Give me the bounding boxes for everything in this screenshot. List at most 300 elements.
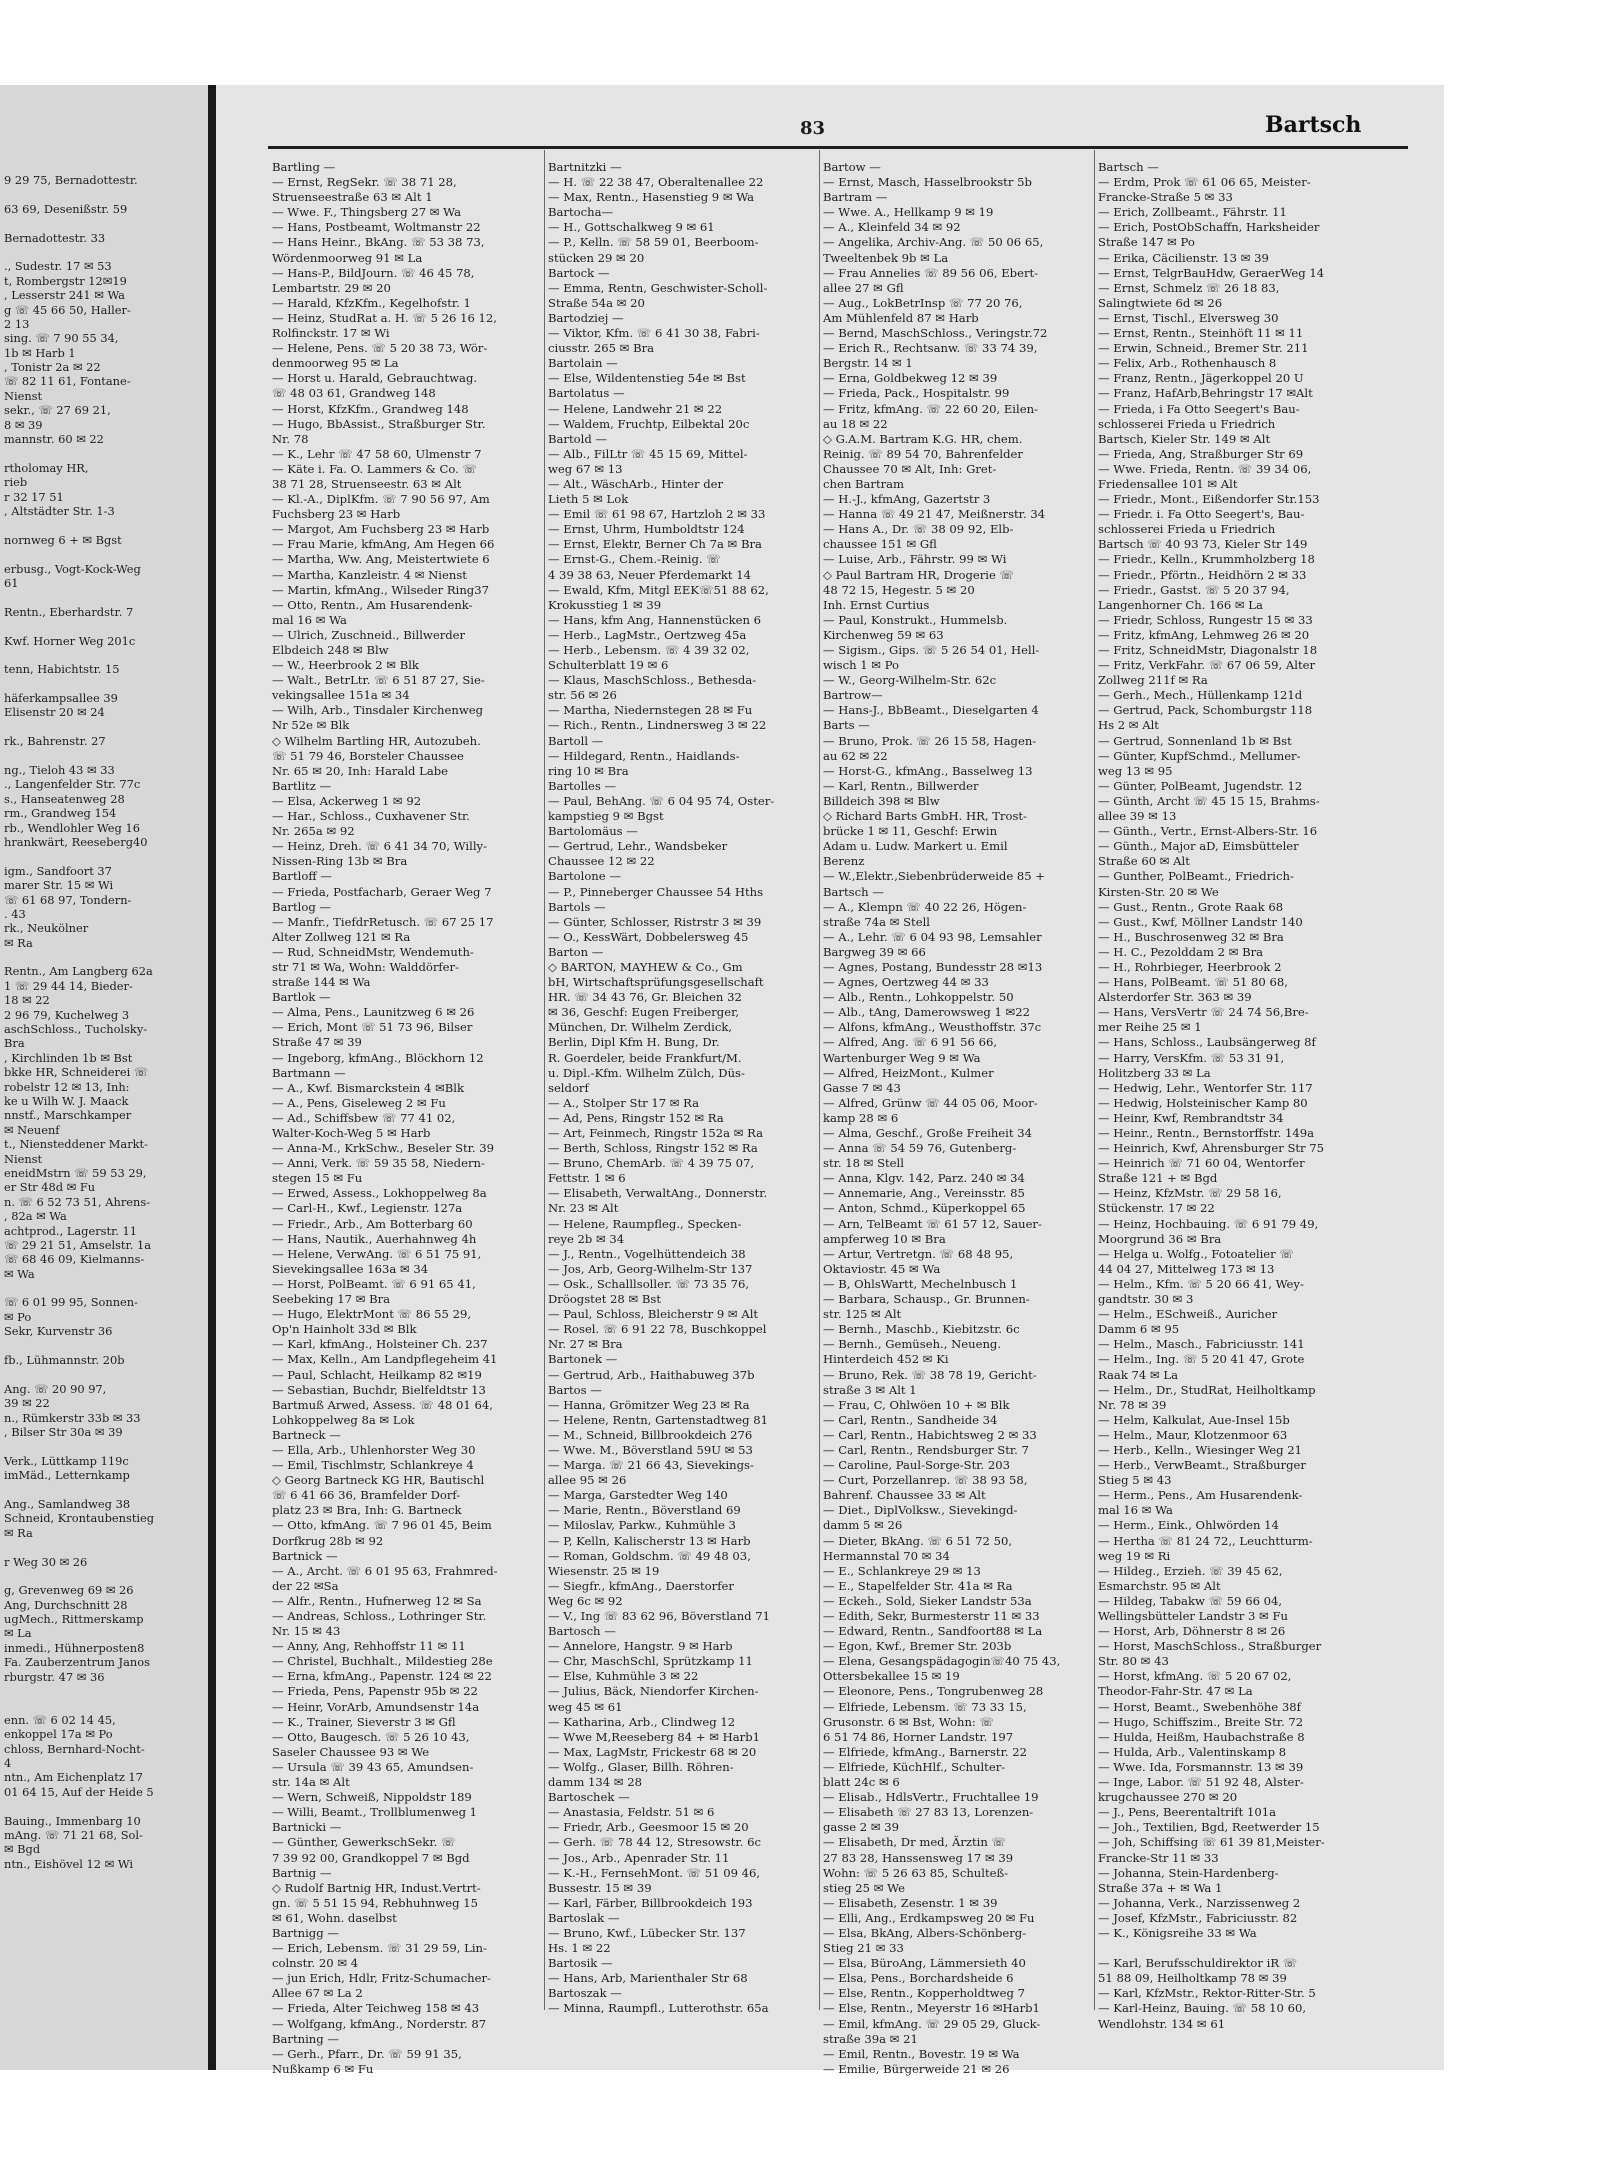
directory-entry-line: — E., Stapelfelder Str. 41a ✉ Ra <box>823 1578 1013 1593</box>
directory-entry-line: — Otto, Baugesch. ☏ 5 26 10 43, <box>272 1729 470 1744</box>
directory-entry-line: — Caroline, Paul-Sorge-Str. 203 <box>823 1458 1011 1473</box>
directory-entry-line: — Helene, Rentn, Gartenstadtweg 81 <box>548 1412 769 1427</box>
directory-entry-line: — Dieter, BkAng. ☏ 6 51 72 50, <box>823 1533 1013 1548</box>
directory-entry-line: ☏ 6 41 66 36, Bramfelder Dorf- <box>272 1488 461 1503</box>
directory-entry-line: ✉ 36, Geschf: Eugen Freiberger, <box>548 1005 740 1020</box>
directory-entry-line: — Hildegard, Rentn., Haidlands- <box>548 748 740 763</box>
directory-entry-line: — Martha, Ww. Ang, Meistertwiete 6 <box>272 552 490 567</box>
directory-entry-line: Straße 37a + ✉ Wa 1 <box>1098 1880 1223 1895</box>
directory-entry-line: mannstr. 60 ✉ 22 <box>4 432 104 447</box>
directory-entry-line: — Johanna, Verk., Narzissenweg 2 <box>1098 1895 1301 1910</box>
directory-entry-line: Grusonstr. 6 ✉ Bst, Wohn: ☏ <box>823 1714 995 1729</box>
directory-entry-line: ampferweg 10 ✉ Bra <box>823 1231 946 1246</box>
directory-entry-line: Raak 74 ✉ La <box>1098 1367 1178 1382</box>
directory-entry-line: Kirchenweg 59 ✉ 63 <box>823 627 944 642</box>
directory-entry-line: colnstr. 20 ✉ 4 <box>272 1956 359 1971</box>
directory-entry-line: — Herb., Kelln., Wiesinger Weg 21 <box>1098 1442 1303 1457</box>
directory-entry-line: — Hans, Nautik., Auerhahnweg 4h <box>272 1231 477 1246</box>
directory-entry-line: igm., Sandfoort 37 <box>4 863 112 878</box>
directory-entry-line: — H., Gottschalkweg 9 ✉ 61 <box>548 220 715 235</box>
directory-entry-line: — Alfr., Rentn., Hufnerweg 12 ✉ Sa <box>272 1593 482 1608</box>
directory-entry-line: — K., Trainer, Sieverstr 3 ✉ Gfl <box>272 1714 456 1729</box>
directory-entry-line: Bauing., Immenbarg 10 <box>4 1813 141 1828</box>
directory-entry-line: Bartmann — <box>272 1065 346 1080</box>
directory-entry-line: — J., Pens, Beerentaltrift 101a <box>1098 1805 1276 1820</box>
directory-entry-line: — Anton, Schmd., Küperkoppel 65 <box>823 1201 1026 1216</box>
directory-entry-line: — H. C., Pezolddam 2 ✉ Bra <box>1098 944 1264 959</box>
directory-entry-line: — Friedr, Schloss, Rungestr 15 ✉ 33 <box>1098 612 1313 627</box>
directory-entry-line: Elbdeich 248 ✉ Blw <box>272 643 389 657</box>
directory-entry-line: weg 45 ✉ 61 <box>548 1699 623 1714</box>
directory-entry-line <box>4 1684 204 1698</box>
directory-entry-line: — Elsa, BkAng, Albers-Schönberg- <box>823 1925 1027 1940</box>
directory-entry-line: nornweg 6 + ✉ Bgst <box>4 532 122 547</box>
directory-entry-line: — Bernd, MaschSchloss., Veringstr.72 <box>823 326 1048 341</box>
directory-entry-line: 9 29 75, Bernadottestr. <box>4 173 138 187</box>
directory-entry-line: — Horst, PolBeamt. ☏ 6 91 65 41, <box>272 1276 476 1291</box>
directory-entry-line <box>4 187 204 201</box>
directory-entry-line: ☏ 6 01 99 95, Sonnen- <box>4 1295 138 1310</box>
directory-entry-line: Am Mühlenfeld 87 ✉ Harb <box>823 310 979 325</box>
directory-entry-line: — Wern, Schweiß, Nippoldstr 189 <box>272 1790 472 1805</box>
directory-entry-line: Kwf. Horner Weg 201c <box>4 633 136 648</box>
directory-entry-line: ng., Tieloh 43 ✉ 33 <box>4 763 115 778</box>
directory-entry-line: — P, Kelln, Kalischerstr 13 ✉ Harb <box>548 1533 751 1548</box>
directory-entry-line: Alsterdorfer Str. 363 ✉ 39 <box>1098 990 1252 1005</box>
directory-entry-line: — Elisabeth ☏ 27 83 13, Lorenzen- <box>823 1805 1034 1820</box>
directory-entry-line: — Carl, Rentn., Sandheide 34 <box>823 1412 998 1427</box>
directory-entry-line: Bartling — <box>272 160 336 174</box>
directory-entry-line: — O., KessWärt, Dobbelersweg 45 <box>548 929 749 944</box>
directory-entry-line: — Margot, Am Fuchsberg 23 ✉ Harb <box>272 522 490 537</box>
directory-entry-line: — Otto, Rentn., Am Husarendenk- <box>272 597 473 612</box>
directory-entry-line: — Har., Schloss., Cuxhavener Str. <box>272 809 470 824</box>
directory-entry-line: — Joh, Schiffsing ☏ 61 39 81,Meister- <box>1098 1835 1325 1850</box>
directory-entry-line <box>4 1339 204 1353</box>
directory-entry-line: 1b ✉ Harb 1 <box>4 345 76 360</box>
directory-entry-line: — Hans, VersVertr ☏ 24 74 56,Bre- <box>1098 1005 1309 1020</box>
directory-entry-line: — H. ☏ 22 38 47, Oberaltenallee 22 <box>548 175 764 190</box>
directory-entry-line: — Helene, Landwehr 21 ✉ 22 <box>548 401 723 416</box>
directory-entry-line: Lembartstr. 29 ✉ 20 <box>272 280 391 295</box>
directory-entry-line: — P., Kelln. ☏ 58 59 01, Beerboom- <box>548 235 759 250</box>
directory-entry-line: Nr. 27 ✉ Bra <box>548 1337 623 1352</box>
directory-entry-line: r 32 17 51 <box>4 489 64 504</box>
directory-entry-line: Ang, Durchschnitt 28 <box>4 1597 128 1612</box>
directory-entry-line: Bartlitz — <box>272 778 332 793</box>
directory-entry-line: s., Hanseatenweg 28 <box>4 791 125 806</box>
directory-entry-line: Walter-Koch-Weg 5 ✉ Harb <box>272 1126 431 1140</box>
directory-entry-line: — Emma, Rentn, Geschwister-Scholl- <box>548 280 768 295</box>
directory-entry-line: Sekr, Kurvenstr 36 <box>4 1324 113 1339</box>
directory-entry-line: ✉ Neuenf <box>4 1122 60 1137</box>
directory-entry-line: rieb <box>4 475 28 490</box>
left-page-fragment <box>0 85 210 2070</box>
directory-entry-line: — Emilie, Bürgerweide 21 ✉ 26 <box>823 2061 1010 2076</box>
directory-entry-line: Bartsch ☏ 40 93 73, Kieler Str 149 <box>1098 537 1308 552</box>
directory-entry-line: Bartning — <box>272 2031 339 2046</box>
directory-entry-line: — Horst, kfmAng. ☏ 5 20 67 02, <box>1098 1669 1292 1684</box>
directory-entry-line: — E., Schlankreye 29 ✉ 13 <box>823 1563 981 1578</box>
directory-entry-line: Nr. 65 ✉ 20, Inh: Harald Labe <box>272 763 449 778</box>
directory-entry-line: — H., Rohrbieger, Heerbrook 2 <box>1098 959 1282 974</box>
directory-entry-line: — Heinr, VorArb, Amundsenstr 14a <box>272 1699 480 1714</box>
directory-entry-line: bH, Wirtschaftsprüfungsgesellschaft <box>548 975 764 990</box>
directory-entry-line: — J., Rentn., Vogelhüttendeich 38 <box>548 1246 746 1261</box>
directory-entry-line: — Gertrud, Sonnenland 1b ✉ Bst <box>1098 733 1292 748</box>
directory-entry-line: nnstf., Marschkamper <box>4 1108 132 1123</box>
directory-entry-line: 4 <box>4 1755 12 1770</box>
directory-entry-line: — Karl-Heinz, Bauing. ☏ 58 10 60, <box>1098 2001 1307 2016</box>
directory-entry-line <box>4 1483 204 1497</box>
directory-entry-line: — Hans, kfm Ang, Hannenstücken 6 <box>548 612 761 627</box>
directory-entry-line: Tweeltenbek 9b ✉ La <box>823 250 949 265</box>
directory-entry-line: — Gerh. ☏ 78 44 12, Stresowstr. 6c <box>548 1835 761 1850</box>
directory-entry-line: — Bruno, Prok. ☏ 26 15 58, Hagen- <box>823 733 1037 748</box>
directory-entry-line: — A., Archt. ☏ 6 01 95 63, Frahmred- <box>272 1563 498 1578</box>
directory-entry-line: — Helm., Dr., StudRat, Heilholtkamp <box>1098 1382 1316 1397</box>
directory-entry-line: — Max, Kelln., Am Landpflegeheim 41 <box>272 1352 498 1367</box>
directory-entry-line: — Friedr., Kelln., Krummholzberg 18 <box>1098 552 1315 567</box>
directory-entry-line <box>4 518 204 532</box>
directory-entry-line: Wiesenstr. 25 ✉ 19 <box>548 1563 660 1578</box>
directory-entry-line: — Anna-M., KrkSchw., Beseler Str. 39 <box>272 1141 495 1156</box>
directory-entry-line: — A., Stolper Str 17 ✉ Ra <box>548 1095 700 1110</box>
directory-entry-line: — Herb., Lebensm. ☏ 4 39 32 02, <box>548 643 750 657</box>
directory-entry-line: Billdeich 398 ✉ Blw <box>823 793 940 808</box>
directory-entry-line: — Helene, Pens. ☏ 5 20 38 73, Wör- <box>272 341 488 356</box>
directory-entry-line: — H., Buschrosenweg 32 ✉ Bra <box>1098 929 1284 944</box>
directory-entry-line <box>4 619 204 633</box>
directory-entry-line: — Frieda, Postfacharb, Geraer Weg 7 <box>272 884 492 899</box>
directory-entry-line: — Hildeg., Erzieh. ☏ 39 45 62, <box>1098 1563 1283 1578</box>
directory-entry-line: Friedensallee 101 ✉ Alt <box>1098 476 1238 491</box>
directory-entry-line: 8 ✉ 39 <box>4 417 43 432</box>
directory-entry-line: — Hugo, ElektrMont ☏ 86 55 29, <box>272 1307 472 1322</box>
directory-entry-line: Elisenstr 20 ✉ 24 <box>4 705 105 720</box>
directory-entry-line: — Gerh., Pfarr., Dr. ☏ 59 91 35, <box>272 2046 462 2061</box>
directory-entry-line: hrankwärt, Reeseberg40 <box>4 834 148 849</box>
directory-entry-line: rk., Bahrenstr. 27 <box>4 734 106 749</box>
directory-entry-line: Bartsch — <box>823 884 884 899</box>
directory-entry-line: — Otto, kfmAng. ☏ 7 96 01 45, Beim <box>272 1518 492 1533</box>
directory-entry-line: — Hans, Schloss., Laubsängerweg 8f <box>1098 1035 1316 1050</box>
directory-entry-line: Wördenmoorweg 91 ✉ La <box>272 250 423 265</box>
directory-entry-line: — Günth., Vertr., Ernst-Albers-Str. 16 <box>1098 824 1318 839</box>
directory-entry-line: — K.-H., FernsehMont. ☏ 51 09 46, <box>548 1865 761 1880</box>
directory-entry-line: Bartneck — <box>272 1427 341 1442</box>
directory-entry-line: Nr. 15 ✉ 43 <box>272 1624 341 1639</box>
directory-entry-line: damm 5 ✉ 26 <box>823 1518 903 1533</box>
directory-entry-line: Schneid, Krontaubenstieg <box>4 1511 155 1526</box>
directory-entry-line: straße 144 ✉ Wa <box>272 975 371 990</box>
directory-entry-line: Wartenburger Weg 9 ✉ Wa <box>823 1050 981 1065</box>
directory-entry-line: str 71 ✉ Wa, Wohn: Walddörfer- <box>272 959 460 974</box>
directory-entry-line: häferkampsallee 39 <box>4 691 118 706</box>
directory-entry-line: — Marga, Garstedter Weg 140 <box>548 1488 728 1503</box>
directory-entry-line: — Edward, Rentn., Sandfoort88 ✉ La <box>823 1624 1043 1639</box>
directory-entry-line: — Horst u. Harald, Gebrauchtwag. <box>272 371 478 386</box>
directory-entry-line: bkke HR, Schneiderei ☏ <box>4 1065 149 1080</box>
directory-entry-line: Fettstr. 1 ✉ 6 <box>548 1171 626 1186</box>
directory-entry-line: Schulterblatt 19 ✉ 6 <box>548 658 669 673</box>
directory-entry-line: — Artur, Vertretgn. ☏ 68 48 95, <box>823 1246 1014 1261</box>
directory-entry-line: — Hertha ☏ 81 24 72,, Leuchtturm- <box>1098 1533 1313 1548</box>
directory-entry-line: — Heinz, StudRat a. H. ☏ 5 26 16 12, <box>272 310 497 325</box>
left-page-column <box>4 173 204 2073</box>
directory-entry-line: Bartodziej — <box>548 310 624 325</box>
directory-entry-line: 01 64 15, Auf der Heide 5 <box>4 1784 154 1799</box>
directory-entry-line: Bartsch, Kieler Str. 149 ✉ Alt <box>1098 431 1271 446</box>
directory-entry-line: Ang. ☏ 20 90 97, <box>4 1381 107 1396</box>
directory-entry-line: — Hedwig, Holsteinischer Kamp 80 <box>1098 1095 1308 1110</box>
directory-entry-line: 2 96 79, Kuchelweg 3 <box>4 1007 130 1022</box>
directory-column-2 <box>548 160 816 2060</box>
directory-entry-line: Stückenstr. 17 ✉ 22 <box>1098 1201 1215 1216</box>
directory-entry-line: n., Rümkerstr 33b ✉ 33 <box>4 1410 141 1425</box>
directory-entry-line: mal 16 ✉ Wa <box>1098 1503 1173 1518</box>
directory-entry-line: Lieth 5 ✉ Lok <box>548 492 629 507</box>
directory-entry-line: — Heinr., Rentn., Bernstorffstr. 149a <box>1098 1126 1315 1140</box>
directory-entry-line: ☏ 68 46 09, Kielmanns- <box>4 1252 145 1267</box>
directory-entry-line: — Alb., tAng, Damerowsweg 1 ✉22 <box>823 1005 1031 1020</box>
directory-entry-line <box>4 1367 204 1381</box>
directory-entry-line: imMäd., Letternkamp <box>4 1468 130 1483</box>
directory-entry-line: Berlin, Dipl Kfm H. Bung, Dr. <box>548 1035 720 1050</box>
directory-entry-line <box>4 1698 204 1712</box>
directory-entry-line: Bartock — <box>548 265 610 280</box>
directory-entry-line: . 43 <box>4 906 26 921</box>
directory-entry-line: ✉ La <box>4 1626 32 1641</box>
directory-entry-line: — Ernst, Masch, Hasselbrookstr 5b <box>823 175 1032 190</box>
directory-entry-line: — Karl, kfmAng., Holsteiner Ch. 237 <box>272 1337 488 1352</box>
directory-entry-line: — A., Kwf. Bismarckstein 4 ✉Blk <box>272 1080 465 1095</box>
running-head: Bartsch <box>1265 112 1362 138</box>
directory-entry-line: Bartosch — <box>548 1624 616 1639</box>
directory-entry-line: Nr. 78 ✉ 39 <box>1098 1397 1167 1412</box>
directory-entry-line: — Gerh., Mech., Hüllenkamp 121d <box>1098 688 1303 703</box>
directory-entry-line <box>4 1281 204 1295</box>
directory-entry-line: Wohn: ☏ 5 26 63 85, Schulteß- <box>823 1865 1009 1880</box>
directory-entry-line: — Marie, Rentn., Böverstland 69 <box>548 1503 741 1518</box>
directory-entry-line: — Harry, VersKfm. ☏ 53 31 91, <box>1098 1050 1285 1065</box>
directory-entry-line: — Emil ☏ 61 98 67, Hartzloh 2 ✉ 33 <box>548 507 766 522</box>
directory-entry-line: — Alb., FilLtr ☏ 45 15 69, Mittel- <box>548 446 748 461</box>
directory-entry-line: mAng. ☏ 71 21 68, Sol- <box>4 1827 143 1842</box>
directory-entry-line: Bartolomäus — <box>548 824 638 839</box>
directory-entry-line <box>4 677 204 691</box>
directory-entry-line: — Gust., Kwf, Möllner Landstr 140 <box>1098 914 1303 929</box>
directory-entry-line: 38 71 28, Struenseestr. 63 ✉ Alt <box>272 476 462 491</box>
directory-entry-line: — Agnes, Oertzweg 44 ✉ 33 <box>823 975 989 990</box>
directory-entry-line: — M., Schneid, Billbrookdeich 276 <box>548 1427 753 1442</box>
directory-entry-line: ◇ Wilhelm Bartling HR, Autozubeh. <box>272 733 481 748</box>
directory-entry-line <box>4 547 204 561</box>
directory-entry-line: — Franz, HafArb,Behringstr 17 ✉Alt <box>1098 386 1313 401</box>
directory-entry-line: ke u Wilh W. J. Maack <box>4 1094 129 1108</box>
directory-entry-line <box>4 1799 204 1813</box>
directory-entry-line: — Ernst, Rentn., Steinhöft 11 ✉ 11 <box>1098 326 1304 341</box>
directory-entry-line: — Frieda, Alter Teichweg 158 ✉ 43 <box>272 2001 480 2016</box>
directory-entry-line: — Rud, SchneidMstr, Wendemuth- <box>272 944 474 959</box>
directory-entry-line: ✉ Po <box>4 1309 32 1324</box>
directory-entry-line: Op'n Hainholt 33d ✉ Blk <box>272 1322 417 1337</box>
directory-entry-line: Bartsch — <box>1098 160 1159 174</box>
directory-entry-line: — Viktor, Kfm. ☏ 6 41 30 38, Fabri- <box>548 326 760 341</box>
directory-entry-line: — Wwe. Frieda, Rentn. ☏ 39 34 06, <box>1098 461 1312 476</box>
directory-entry-line: — Friedr., Arb., Am Botterbarg 60 <box>272 1216 473 1231</box>
directory-entry-line: Alter Zollweg 121 ✉ Ra <box>272 929 411 944</box>
directory-entry-line: — Else, Rentn., Kopperholdtweg 7 <box>823 1986 1025 2001</box>
directory-entry-line: tenn, Habichtstr. 15 <box>4 662 120 677</box>
directory-entry-line: — Anni, Verk. ☏ 59 35 58, Niedern- <box>272 1156 485 1171</box>
directory-entry-line: Bartols — <box>548 899 606 914</box>
directory-entry-line: t, Rombergstr 12✉19 <box>4 273 127 288</box>
directory-entry-line: — Ernst, TelgrBauHdw, GeraerWeg 14 <box>1098 265 1325 280</box>
directory-entry-line: — Roman, Goldschm. ☏ 49 48 03, <box>548 1548 751 1563</box>
directory-entry-line: — Wwe. A., Hellkamp 9 ✉ 19 <box>823 205 994 220</box>
directory-entry-line: — Manfr., TiefdrRetusch. ☏ 67 25 17 <box>272 914 494 929</box>
directory-entry-line: — Erwed, Assess., Lokhoppelweg 8a <box>272 1186 487 1201</box>
directory-entry-line: — Frieda, Pack., Hospitalstr. 99 <box>823 386 1010 401</box>
directory-entry-line: — Günth., Major aD, Eimsbütteler <box>1098 839 1299 854</box>
directory-entry-line: — A., Pens, Giseleweg 2 ✉ Fu <box>272 1095 446 1110</box>
directory-entry-line <box>4 446 204 460</box>
directory-entry-line: — Friedr., Gastst. ☏ 5 20 37 94, <box>1098 582 1290 597</box>
directory-entry-line: Bartloff — <box>272 869 332 884</box>
directory-entry-line: 27 83 28, Hanssensweg 17 ✉ 39 <box>823 1850 1014 1865</box>
directory-entry-line: Sievekingsallee 163a ✉ 34 <box>272 1261 429 1276</box>
directory-entry-line: au 18 ✉ 22 <box>823 416 888 431</box>
directory-entry-line: — Wwe. F., Thingsberg 27 ✉ Wa <box>272 205 461 220</box>
directory-entry-line: aschSchloss., Tucholsky- <box>4 1022 148 1037</box>
directory-entry-line: Theodor-Fahr-Str. 47 ✉ La <box>1098 1684 1253 1699</box>
directory-entry-line: — Hans, Postbeamt, Woltmanstr 22 <box>272 220 481 235</box>
directory-entry-line: vekingsallee 151a ✉ 34 <box>272 688 410 703</box>
directory-entry-line: — Ewald, Kfm, Mitgl EEK☏51 88 62, <box>548 582 769 597</box>
directory-entry-line: — Inge, Labor. ☏ 51 92 48, Alster- <box>1098 1775 1304 1790</box>
directory-entry-line: — Aug., LokBetrInsp ☏ 77 20 76, <box>823 295 1023 310</box>
directory-entry-line: — Hanna ☏ 49 21 47, Meißnerstr. 34 <box>823 507 1046 522</box>
directory-entry-line <box>4 749 204 763</box>
directory-entry-line: Oktaviostr. 45 ✉ Wa <box>823 1261 941 1276</box>
directory-entry-line: — Sigism., Gips. ☏ 5 26 54 01, Hell- <box>823 643 1040 657</box>
directory-entry-line: ntn., Eishövel 12 ✉ Wi <box>4 1856 133 1871</box>
directory-entry-line: — Erich R., Rechtsanw. ☏ 33 74 39, <box>823 341 1038 356</box>
directory-entry-line: r Weg 30 ✉ 26 <box>4 1554 88 1569</box>
directory-entry-line: — Miloslav, Parkw., Kuhmühle 3 <box>548 1518 736 1533</box>
directory-entry-line: — Horst, KfzKfm., Grandweg 148 <box>272 401 469 416</box>
directory-entry-line: Stieg 21 ✉ 33 <box>823 1941 904 1956</box>
directory-entry-line: — Emil, Rentn., Bovestr. 19 ✉ Wa <box>823 2046 1020 2061</box>
directory-entry-line: Saseler Chaussee 93 ✉ We <box>272 1744 430 1759</box>
directory-entry-line: — Paul, BehAng. ☏ 6 04 95 74, Oster- <box>548 793 775 808</box>
directory-entry-line: — Klaus, MaschSchloss., Bethesda- <box>548 673 757 688</box>
directory-entry-line: ☏ 82 11 61, Fontane- <box>4 374 131 389</box>
directory-entry-line: — Gust., Rentn., Grote Raak 68 <box>1098 899 1284 914</box>
directory-entry-line: ., Sudestr. 17 ✉ 53 <box>4 259 112 274</box>
directory-entry-line: — Alb., Rentn., Lohkoppelstr. 50 <box>823 990 1014 1005</box>
directory-entry-line: — Erwin, Schneid., Bremer Str. 211 <box>1098 341 1309 356</box>
directory-entry-line: — Hans-P., BildJourn. ☏ 46 45 78, <box>272 265 475 280</box>
directory-entry-line: Francke-Str 11 ✉ 33 <box>1098 1850 1219 1865</box>
directory-entry-line: — V., Ing ☏ 83 62 96, Böverstland 71 <box>548 1609 771 1623</box>
directory-entry-line: — Alfons, kfmAng., Weusthoffstr. 37c <box>823 1020 1042 1035</box>
directory-entry-line: — Friedr, Arb., Geesmoor 15 ✉ 20 <box>548 1820 749 1835</box>
directory-entry-line: — Elsa, Pens., Borchardsheide 6 <box>823 1971 1014 1986</box>
directory-entry-line: — Bernh., Maschb., Kiebitzstr. 6c <box>823 1322 1020 1337</box>
directory-entry-line: ✉ Ra <box>4 935 33 950</box>
directory-entry-line: — Hugo, BbAssist., Straßburger Str. <box>272 416 486 431</box>
directory-entry-line: ✉ Bgd <box>4 1842 41 1857</box>
directory-entry-line: HR. ☏ 34 43 76, Gr. Bleichen 32 <box>548 990 742 1005</box>
directory-entry-line <box>4 950 204 964</box>
directory-entry-line: — Christel, Buchhalt., Mildestieg 28e <box>272 1654 493 1669</box>
directory-entry-line: Bartlok — <box>272 990 331 1005</box>
directory-entry-line: — Carl, Rentn., Habichtsweg 2 ✉ 33 <box>823 1427 1037 1442</box>
directory-entry-line: ugMech., Rittmerskamp <box>4 1612 144 1627</box>
directory-entry-line: Straße 60 ✉ Alt <box>1098 854 1190 869</box>
directory-entry-line: — Horst, MaschSchloss., Straßburger <box>1098 1639 1322 1654</box>
directory-entry-line: Bussestr. 15 ✉ 39 <box>548 1880 652 1895</box>
directory-entry-line: — Elisab., HdlsVertr., Fruchtallee 19 <box>823 1790 1039 1805</box>
directory-entry-line: — Annemarie, Ang., Vereinsstr. 85 <box>823 1186 1025 1201</box>
directory-entry-line: — Helm., Kfm. ☏ 5 20 66 41, Wey- <box>1098 1276 1304 1291</box>
directory-entry-line: Straße 147 ✉ Po <box>1098 235 1195 250</box>
directory-entry-line: seldorf <box>548 1080 589 1095</box>
directory-entry-line: Barton — <box>548 944 604 959</box>
directory-entry-line: — Fritz, SchneidMstr, Diagonalstr 18 <box>1098 643 1318 657</box>
directory-entry-line: 51 88 09, Heilholtkamp 78 ✉ 39 <box>1098 1971 1287 1986</box>
directory-entry-line: Bartos — <box>548 1382 602 1397</box>
directory-entry-line: R. Goerdeler, beide Frankfurt/M. <box>548 1050 742 1065</box>
directory-entry-line: — jun Erich, Hdlr, Fritz-Schumacher- <box>272 1971 491 1986</box>
directory-entry-line: — Ad, Pens, Ringstr 152 ✉ Ra <box>548 1110 724 1125</box>
directory-entry-line: ntn., Am Eichenplatz 17 <box>4 1770 143 1785</box>
directory-entry-line: — Ursula ☏ 39 43 65, Amundsen- <box>272 1759 474 1774</box>
directory-entry-line: 39 ✉ 22 <box>4 1396 50 1411</box>
directory-entry-line: Rentn., Am Langberg 62a <box>4 964 153 979</box>
directory-entry-line: — Else, Rentn., Meyerstr 16 ✉Harb1 <box>823 2001 1040 2016</box>
directory-entry-line: — Kl.-A., DiplKfm. ☏ 7 90 56 97, Am <box>272 492 490 507</box>
directory-entry-line: — Art, Feinmech, Ringstr 152a ✉ Ra <box>548 1126 764 1140</box>
directory-entry-line: der 22 ✉Sa <box>272 1578 339 1593</box>
directory-entry-line: — A., Klempn ☏ 40 22 26, Högen- <box>823 899 1027 914</box>
directory-entry-line: reye 2b ✉ 34 <box>548 1231 625 1246</box>
directory-entry-line: — Emil, kfmAng. ☏ 29 05 29, Gluck- <box>823 2016 1041 2031</box>
directory-entry-line: — Hans A., Dr. ☏ 38 09 92, Elb- <box>823 522 1014 537</box>
directory-entry-line: straße 3 ✉ Alt 1 <box>823 1382 917 1397</box>
directory-entry-line: Straße 121 + ✉ Bgd <box>1098 1171 1218 1186</box>
directory-entry-line: Rolfinckstr. 17 ✉ Wi <box>272 326 390 341</box>
directory-entry-line: — Paul, Konstrukt., Hummelsb. <box>823 612 1008 627</box>
directory-entry-line: platz 23 ✉ Bra, Inh: G. Bartneck <box>272 1503 462 1518</box>
directory-entry-line: — Curt, Porzellanrep. ☏ 38 93 58, <box>823 1473 1028 1488</box>
directory-entry-line: 44 04 27, Mittelweg 173 ✉ 13 <box>1098 1261 1275 1276</box>
directory-entry-line: — Heinrich ☏ 71 60 04, Wentorfer <box>1098 1156 1305 1171</box>
directory-entry-line: — Erich, Zollbeamt., Fährstr. 11 <box>1098 205 1287 220</box>
directory-entry-line: — A., Lehr. ☏ 6 04 93 98, Lemsahler <box>823 929 1042 944</box>
directory-entry-line: — Ingeborg, kfmAng., Blöckhorn 12 <box>272 1050 484 1065</box>
directory-entry-line: — A., Kleinfeld 34 ✉ 92 <box>823 220 961 235</box>
directory-entry-line: , Bilser Str 30a ✉ 39 <box>4 1424 123 1439</box>
directory-entry-line: sekr., ☏ 27 69 21, <box>4 403 111 418</box>
directory-entry-line: 63 69, Desenißstr. 59 <box>4 201 128 216</box>
directory-entry-line: Moorgrund 36 ✉ Bra <box>1098 1231 1222 1246</box>
directory-entry-line: Inh. Ernst Curtius <box>823 597 930 612</box>
directory-entry-line: — Heinz, Hochbauing. ☏ 6 91 79 49, <box>1098 1216 1319 1231</box>
directory-entry-line: — Elsa, BüroAng, Lämmersieth 40 <box>823 1956 1026 1971</box>
